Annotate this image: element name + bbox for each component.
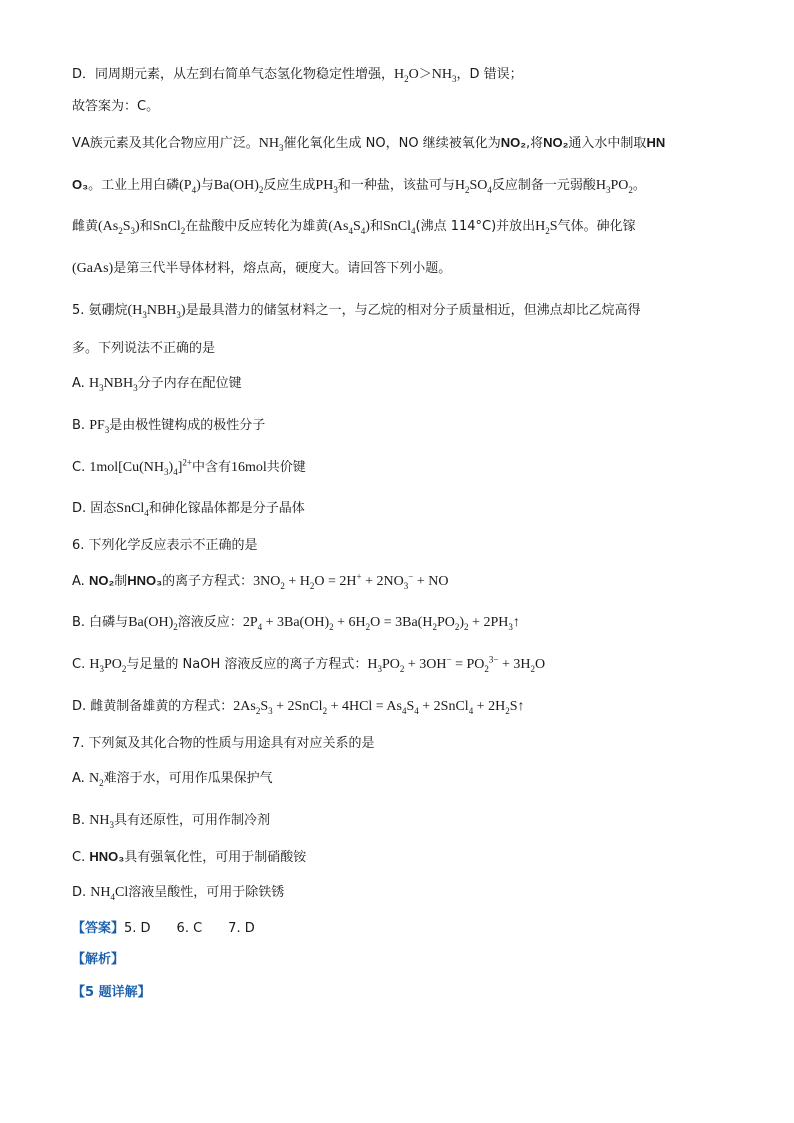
q7-option-d: D. $NH_4Cl$溶液呈酸性，可用于除铁锈: [72, 885, 285, 902]
q6-option-a: A. NO₂制HNO₃的离子方程式：$3NO_2 + H_2O = 2H^+ + 2NO_3^-$ + NO: [72, 571, 449, 591]
q6-stem: 6. 下列化学反应表示不正确的是: [72, 538, 258, 553]
q5-stem-2: 多。下列说法不正确的是: [72, 341, 216, 356]
intro-line-3: 雌黄$(As_2S_3)$和SnCl$_2$在盐酸中反应转化为雄黄$(As_4S_4)$和SnCl$_4$(沸点 114°C)并放出$H_2S$气体。砷化镓: [72, 219, 636, 236]
q7-option-b: B. $NH_3$具有还原性，可用作制冷剂: [72, 813, 270, 830]
intro-line-4: (GaAs)是第三代半导体材料，熔点高，硬度大。请回答下列小题。: [72, 261, 452, 276]
q6-option-c: C. $H_3PO_2$与足量的 NaOH 溶液反应的离子方程式：$H_3PO_2 + 3OH^- = PO_2^{3-} + 3H_2O$: [72, 654, 546, 674]
q5-option-a: A. $H_3NBH_3$分子内存在配位键: [72, 376, 242, 393]
q7-option-a: A. $N_2$难溶于水，可用作瓜果保护气: [72, 771, 273, 788]
intro-line-1: ⅤA族元素及其化合物应用广泛。$NH_3$催化氧化生成 NO，NO 继续被氧化为NO₂,将NO₂通入水中制取HN: [72, 135, 666, 153]
q7-option-c: C. HNO₃具有强氧化性，可用于制硝酸铵: [72, 849, 307, 865]
detail-label: 【5 题详解】: [72, 985, 151, 1000]
q5-option-b: B. $PF_3$是由极性键构成的极性分子: [72, 418, 266, 435]
prev-option-d: D．同周期元素，从左到右简单气态氢化物稳定性增强，$H_2O>NH_3$，D 错误；: [72, 67, 523, 84]
prev-answer: 故答案为：C。: [72, 99, 160, 114]
q6-option-d: D. 雌黄制备雄黄的方程式：$2As_2S_3$ + 2SnCl$_2$ + $4HCl = As_4S_4$ + 2SnCl$_4$ + $2H_2S↑$: [72, 699, 525, 716]
q6-option-b: B. 白磷与$Ba(OH)_2$溶液反应：$2P_4 + 3Ba(OH)_2 + 6H_2O = 3Ba(H_2PO_2)_2$ + $2PH_3↑$: [72, 615, 520, 632]
answer-line: 【答案】5. D 6. C 7. D: [72, 921, 255, 936]
q7-stem: 7. 下列氮及其化合物的性质与用途具有对应关系的是: [72, 736, 375, 751]
analysis-label: 【解析】: [72, 952, 125, 967]
q5-option-d: D. 固态SnCl$_4$和砷化镓晶体都是分子晶体: [72, 501, 305, 518]
intro-line-2: O₃。工业上用白磷$(P_4)$与$Ba(OH)_2$反应生成$PH_3$和一种盐，该盐可与$H_2SO_4$反应制备一元弱酸$H_3PO_2$。: [72, 177, 646, 195]
q5-option-c: C. $1mol[Cu(NH_3)_4]^{2+}$中含有16mol共价键: [72, 457, 306, 477]
q5-stem-1: 5. 氨硼烷$(H_3NBH_3)$是最具潜力的储氢材料之一，与乙烷的相对分子质量相近，但沸点却比乙烷高得: [72, 303, 641, 320]
